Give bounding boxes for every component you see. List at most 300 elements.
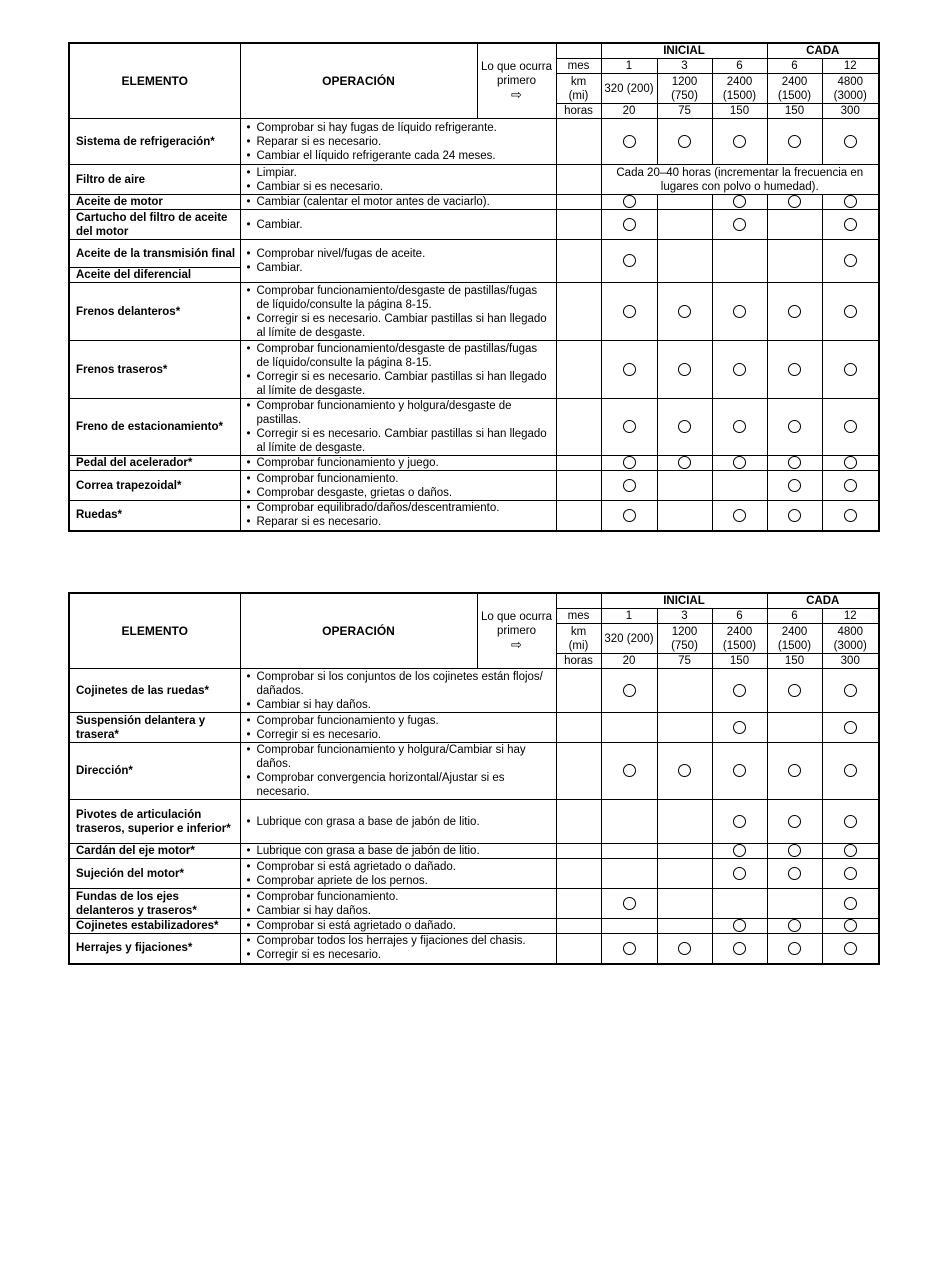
operation-list (245, 670, 552, 712)
interval-cell (657, 210, 712, 240)
row-operacion (240, 889, 556, 919)
table-row (69, 119, 879, 165)
interval-cell (712, 283, 767, 341)
row-elemento (69, 119, 240, 165)
table-row (69, 800, 879, 844)
interval-horas-value: 150 (729, 655, 750, 667)
interval-cell (712, 456, 767, 471)
interval-cell (601, 210, 657, 240)
circle-icon (623, 218, 636, 231)
circle-icon (788, 363, 801, 376)
interval-cell (767, 501, 822, 531)
row-unit-blank (556, 399, 601, 456)
circle-icon (733, 456, 746, 469)
row-unit-blank (556, 456, 601, 471)
row-unit-blank (556, 501, 601, 531)
operation-item: • Comprobar si los conjuntos de los cojinetes están flojos/ dañados. (245, 670, 552, 698)
header-first-line2: primero (497, 74, 536, 87)
interval-mi-value: (1500) (777, 89, 812, 102)
circle-icon (623, 135, 636, 148)
circle-icon (844, 509, 857, 522)
circle-icon (788, 479, 801, 492)
interval-mes-value: 1 (625, 610, 633, 622)
interval-cell (657, 399, 712, 456)
table-row (69, 399, 879, 456)
operation-list (245, 284, 552, 340)
interval-cell (657, 471, 712, 501)
header-first-line1: Lo que ocurra (481, 60, 552, 73)
header-cada-label: CADA (806, 45, 840, 57)
operation-item: • Corregir si es necesario. (245, 948, 552, 962)
interval-km-1 (657, 624, 712, 654)
header-cada (767, 43, 879, 59)
interval-cell (712, 210, 767, 240)
circle-icon (844, 254, 857, 267)
maintenance-table-1 (68, 42, 880, 532)
row-operacion (240, 743, 556, 800)
operation-list (245, 342, 552, 398)
circle-icon (678, 363, 691, 376)
interval-km-value: 4800 (837, 75, 864, 88)
circle-icon (733, 764, 746, 777)
row-operacion (240, 195, 556, 210)
row-elemento (69, 743, 240, 800)
interval-horas-value: 75 (678, 105, 691, 117)
unit-horas-label: horas (564, 655, 593, 667)
interval-cell (657, 919, 712, 934)
interval-km-4 (822, 624, 879, 654)
circle-icon (788, 764, 801, 777)
interval-cell (822, 669, 879, 713)
interval-km-2 (712, 74, 767, 104)
row-unit-blank (556, 889, 601, 919)
row-elemento (69, 471, 240, 501)
circle-icon (733, 844, 746, 857)
interval-cell (601, 919, 657, 934)
interval-cell (657, 283, 712, 341)
interval-cell (601, 471, 657, 501)
operation-item: • Comprobar funcionamiento/desgaste de pastillas/fugas de líquido/consulte la página 8-15. (245, 284, 552, 312)
row-operacion (240, 713, 556, 743)
interval-cell (767, 456, 822, 471)
circle-icon (733, 721, 746, 734)
circle-icon (733, 363, 746, 376)
row-unit-blank (556, 341, 601, 399)
interval-mi-value: (1500) (777, 639, 812, 652)
interval-cell (601, 456, 657, 471)
header-whichever-first (477, 43, 556, 119)
interval-mes-value: 12 (843, 60, 857, 72)
row-operacion (240, 859, 556, 889)
row-unit-blank (556, 844, 601, 859)
circle-icon (788, 420, 801, 433)
interval-cell (767, 471, 822, 501)
table-row (69, 240, 879, 268)
row-elemento (69, 934, 240, 964)
interval-mi-value: (750) (671, 89, 698, 102)
operation-list (245, 472, 552, 500)
interval-cell (601, 283, 657, 341)
circle-icon (733, 919, 746, 932)
circle-icon (788, 919, 801, 932)
circle-icon (844, 195, 857, 208)
interval-cell (712, 889, 767, 919)
interval-cell (712, 669, 767, 713)
operation-item: • Comprobar si hay fugas de líquido refrigerante. (245, 121, 552, 135)
circle-icon (844, 897, 857, 910)
circle-icon (844, 942, 857, 955)
interval-horas-0 (601, 104, 657, 119)
operation-item: • Cambiar. (245, 261, 552, 275)
row-elemento-label: Cojinetes de las ruedas* (76, 684, 209, 697)
interval-horas-2 (712, 654, 767, 669)
row-unit-blank (556, 283, 601, 341)
interval-cell (822, 919, 879, 934)
circle-icon (844, 305, 857, 318)
unit-km-label: km (570, 75, 587, 88)
interval-cell (822, 456, 879, 471)
header-elemento (69, 593, 240, 669)
operation-item: • Corregir si es necesario. (245, 728, 552, 742)
interval-horas-value: 300 (840, 105, 860, 117)
interval-horas-4 (822, 654, 879, 669)
interval-cell (657, 456, 712, 471)
circle-icon (788, 815, 801, 828)
interval-cell (657, 844, 712, 859)
interval-horas-4 (822, 104, 879, 119)
interval-cell (712, 800, 767, 844)
row-operacion (240, 240, 556, 283)
circle-icon (623, 254, 636, 267)
row-elemento-label: Frenos traseros* (76, 363, 168, 376)
arrow-right-icon: ⇨ (511, 636, 522, 652)
row-elemento-label: Pedal del acelerador* (76, 457, 193, 469)
interval-horas-2 (712, 104, 767, 119)
interval-mes-value: 1 (625, 60, 633, 72)
circle-icon (844, 764, 857, 777)
interval-cell (712, 195, 767, 210)
interval-cell (822, 240, 879, 283)
row-elemento-label: Cardán del eje motor* (76, 845, 195, 857)
header-unit-horas (556, 104, 601, 119)
circle-icon (733, 684, 746, 697)
row-unit-blank (556, 240, 601, 283)
row-unit-blank (556, 919, 601, 934)
table-row (69, 743, 879, 800)
interval-cell (822, 119, 879, 165)
interval-mes-2 (712, 609, 767, 624)
row-elemento (69, 341, 240, 399)
table-row (69, 165, 879, 195)
circle-icon (733, 135, 746, 148)
row-operacion (240, 919, 556, 934)
interval-horas-1 (657, 104, 712, 119)
row-elemento (69, 844, 240, 859)
row-elemento (69, 240, 240, 268)
circle-icon (844, 456, 857, 469)
interval-mi-value: (3000) (833, 639, 867, 652)
table-row (69, 934, 879, 964)
circle-icon (788, 135, 801, 148)
header-row-groups (69, 593, 879, 609)
operation-list (245, 456, 552, 470)
header-unit-mes (556, 609, 601, 624)
operation-item: • Comprobar funcionamiento. (245, 890, 552, 904)
interval-mes-3 (767, 609, 822, 624)
circle-icon (733, 420, 746, 433)
interval-cell (712, 240, 767, 283)
row-unit-blank (556, 800, 601, 844)
interval-cell (657, 119, 712, 165)
operation-list (245, 121, 552, 163)
circle-icon (623, 509, 636, 522)
table-row (69, 713, 879, 743)
interval-cell (712, 934, 767, 964)
circle-icon (844, 363, 857, 376)
unit-mes-label: mes (567, 610, 590, 622)
interval-horas-1 (657, 654, 712, 669)
row-operacion (240, 341, 556, 399)
interval-mi-value: (3000) (833, 89, 867, 102)
row-elemento-label: Aceite de la transmisión final (76, 247, 236, 260)
operation-list (245, 934, 552, 962)
interval-cell (822, 210, 879, 240)
operation-item: • Cambiar (calentar el motor antes de vaciarlo). (245, 195, 552, 209)
circle-icon (623, 195, 636, 208)
row-elemento (69, 456, 240, 471)
interval-cell (767, 283, 822, 341)
interval-cell (822, 800, 879, 844)
row-elemento (69, 669, 240, 713)
interval-km-value: 320 (200) (604, 632, 654, 645)
operation-item: • Cambiar el líquido refrigerante cada 24 meses. (245, 149, 552, 163)
interval-horas-3 (767, 654, 822, 669)
interval-km-value: 4800 (837, 625, 864, 638)
operation-item: • Cambiar si es necesario. (245, 180, 552, 194)
circle-icon (733, 867, 746, 880)
operation-item: • Cambiar si hay daños. (245, 698, 552, 712)
interval-mes-0 (601, 59, 657, 74)
row-elemento (69, 919, 240, 934)
interval-mes-value: 6 (736, 60, 743, 72)
interval-km-value: 2400 (781, 75, 808, 88)
unit-horas-label: horas (564, 105, 593, 117)
interval-horas-value: 75 (678, 655, 691, 667)
interval-cell (712, 743, 767, 800)
interval-mes-value: 3 (681, 610, 688, 622)
row-elemento-label: Fundas de los ejes delanteros y traseros* (76, 890, 197, 917)
interval-horas-value: 20 (622, 105, 636, 117)
circle-icon (678, 764, 691, 777)
operation-list (245, 844, 552, 858)
circle-icon (788, 509, 801, 522)
circle-icon (788, 456, 801, 469)
interval-km-4 (822, 74, 879, 104)
unit-mi-label: (mi) (568, 89, 589, 102)
operation-item: • Comprobar desgaste, grietas o daños. (245, 486, 552, 500)
interval-cell (712, 119, 767, 165)
interval-km-0 (601, 74, 657, 104)
circle-icon (733, 305, 746, 318)
interval-cell (712, 713, 767, 743)
row-elemento (69, 165, 240, 195)
row-elemento (69, 268, 240, 283)
operation-item: • Comprobar si está agrietado o dañado. (245, 919, 552, 933)
interval-cell (712, 501, 767, 531)
interval-mes-value: 6 (791, 610, 798, 622)
interval-note: Cada 20–40 horas (incrementar la frecuencia en lugares con polvo o humedad). (616, 166, 864, 193)
interval-km-value: 2400 (781, 625, 808, 638)
circle-icon (844, 684, 857, 697)
operation-item: • Comprobar funcionamiento y juego. (245, 456, 552, 470)
circle-icon (844, 479, 857, 492)
row-elemento (69, 399, 240, 456)
operation-item: • Comprobar convergencia horizontal/Ajustar si es necesario. (245, 771, 552, 799)
row-operacion (240, 119, 556, 165)
operation-list (245, 399, 552, 455)
interval-horas-value: 150 (784, 655, 805, 667)
row-unit-blank (556, 669, 601, 713)
interval-cell (601, 195, 657, 210)
operation-item: • Lubrique con grasa a base de jabón de litio. (245, 844, 552, 858)
circle-icon (788, 942, 801, 955)
interval-cell (822, 283, 879, 341)
interval-cell (822, 934, 879, 964)
interval-mes-4 (822, 59, 879, 74)
header-inicial-label: INICIAL (663, 45, 705, 57)
interval-km-value: 1200 (671, 75, 698, 88)
row-operacion (240, 283, 556, 341)
interval-cell (767, 800, 822, 844)
row-unit-blank (556, 934, 601, 964)
interval-cell (767, 119, 822, 165)
row-operacion (240, 844, 556, 859)
interval-cell (822, 399, 879, 456)
row-elemento-label: Dirección* (76, 765, 133, 777)
operation-list (245, 247, 552, 275)
interval-mes-4 (822, 609, 879, 624)
row-elemento (69, 210, 240, 240)
row-unit-blank (556, 859, 601, 889)
operation-list (245, 743, 552, 799)
interval-cell (601, 800, 657, 844)
interval-mes-value: 3 (681, 60, 688, 72)
row-operacion (240, 165, 556, 195)
interval-cell (822, 713, 879, 743)
operation-item: • Reparar si es necesario. (245, 515, 552, 529)
interval-cell (767, 919, 822, 934)
operation-list (245, 890, 552, 918)
interval-cell (767, 240, 822, 283)
circle-icon (844, 867, 857, 880)
row-unit-blank (556, 210, 601, 240)
circle-icon (623, 479, 636, 492)
row-operacion (240, 210, 556, 240)
operation-list (245, 218, 552, 232)
header-unit-km (556, 74, 601, 104)
interval-km-2 (712, 624, 767, 654)
circle-icon (623, 684, 636, 697)
row-elemento-label: Sujeción del motor* (76, 867, 184, 880)
operation-item: • Comprobar nivel/fugas de aceite. (245, 247, 552, 261)
interval-cell (822, 471, 879, 501)
operation-item: • Corregir si es necesario. Cambiar pastillas si han llegado al límite de desgaste. (245, 370, 552, 398)
row-unit-blank (556, 119, 601, 165)
interval-cell (657, 889, 712, 919)
row-elemento (69, 283, 240, 341)
interval-cell (767, 859, 822, 889)
header-first-line1: Lo que ocurra (481, 610, 552, 623)
row-elemento-label: Aceite del diferencial (76, 269, 192, 281)
interval-cell (601, 119, 657, 165)
interval-km-value: 320 (200) (604, 82, 654, 95)
circle-icon (788, 844, 801, 857)
header-elemento-label: ELEMENTO (121, 624, 188, 638)
circle-icon (844, 218, 857, 231)
operation-item: • Cambiar si hay daños. (245, 904, 552, 918)
row-operacion (240, 669, 556, 713)
operation-item: • Cambiar. (245, 218, 552, 232)
header-first-line2: primero (497, 624, 536, 637)
header-unit-km (556, 624, 601, 654)
row-elemento (69, 195, 240, 210)
row-unit-blank (556, 165, 601, 195)
interval-cell (712, 859, 767, 889)
circle-icon (844, 135, 857, 148)
row-elemento-label: Cojinetes estabilizadores* (76, 920, 219, 932)
row-elemento-label: Ruedas* (76, 509, 123, 522)
circle-icon (788, 867, 801, 880)
operation-list (245, 919, 552, 933)
header-operacion (240, 593, 477, 669)
maintenance-table-2 (68, 592, 880, 965)
interval-cell (822, 889, 879, 919)
unit-mi-label: (mi) (568, 639, 589, 652)
interval-cell (601, 501, 657, 531)
header-operacion-label: OPERACIÓN (322, 74, 395, 88)
interval-horas-value: 150 (784, 105, 805, 117)
interval-cell (657, 501, 712, 531)
interval-cell (712, 919, 767, 934)
row-elemento (69, 800, 240, 844)
circle-icon (678, 420, 691, 433)
interval-cell (767, 669, 822, 713)
interval-cell (767, 713, 822, 743)
row-elemento-label: Frenos delanteros* (76, 305, 181, 318)
interval-mes-value: 6 (791, 60, 798, 72)
unit-mes-label: mes (567, 60, 590, 72)
circle-icon (623, 897, 636, 910)
circle-icon (678, 135, 691, 148)
circle-icon (788, 195, 801, 208)
operation-list (245, 501, 552, 529)
row-elemento-label: Freno de estacionamiento* (76, 421, 223, 433)
operation-list (245, 860, 552, 888)
interval-mes-1 (657, 59, 712, 74)
header-operacion-label: OPERACIÓN (322, 624, 395, 638)
interval-cell (822, 859, 879, 889)
header-elemento-label: ELEMENTO (121, 74, 188, 88)
operation-item: • Comprobar si está agrietado o dañado. (245, 860, 552, 874)
operation-item: • Lubrique con grasa a base de jabón de litio. (245, 815, 552, 829)
interval-km-value: 2400 (726, 75, 753, 88)
row-elemento-label: Suspensión delantera y trasera* (76, 714, 206, 741)
interval-cell (712, 341, 767, 399)
circle-icon (678, 942, 691, 955)
interval-horas-3 (767, 104, 822, 119)
operation-item: • Comprobar funcionamiento y holgura/Cambiar si hay daños. (245, 743, 552, 771)
interval-cell (601, 859, 657, 889)
